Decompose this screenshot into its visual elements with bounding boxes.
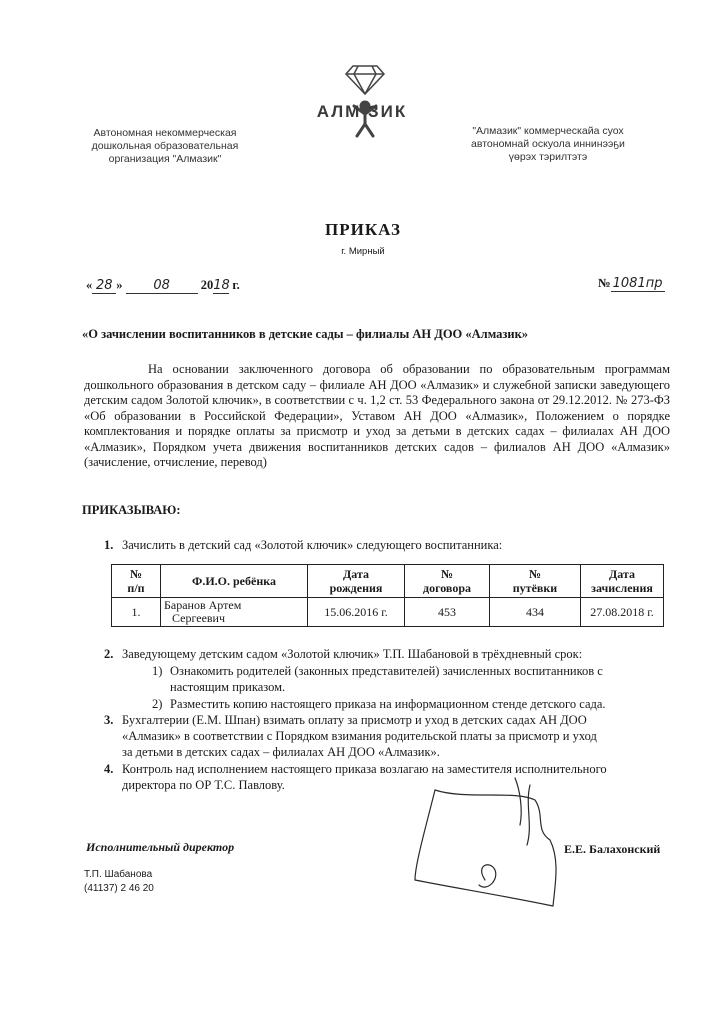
preamble-line: «Алмазик», Положением о порядке комплектования и порядке оплаты за присмотр и уход за — [84, 408, 670, 438]
col-header-voucher: № путёвки — [490, 565, 581, 598]
sub-item-text: Ознакомить родителей (законных представителей) зачисленных воспитанников с — [170, 664, 603, 678]
sub-item-text: настоящим приказом. — [170, 680, 286, 694]
item-text: Зачислить в детский сад «Золотой ключик» следующего воспитанника: — [122, 538, 503, 552]
order-item-3 — [104, 713, 674, 761]
org-right-line: үөрэх тэрилтэтэ — [508, 151, 588, 163]
executor-name: Т.П. Шабанова — [84, 869, 153, 880]
date-day: 28 — [92, 278, 116, 294]
cell-voucher: 434 — [490, 598, 581, 627]
item-text: за детьми в детских садах – филиалах АН ДОО «Алмазик». — [122, 745, 440, 759]
col-header-birthdate: Дата рождения — [308, 565, 405, 598]
preamble-line: закона от 29.12.2012. № 273-ФЗ «Об образовании в Российской Федерации», Уставом АН ДОО — [84, 393, 671, 423]
sub-item-number: 1) — [152, 664, 163, 678]
item-text: Заведующему детским садом «Золотой ключик» Т.П. Шабановой в трёхдневный срок: — [122, 647, 583, 661]
cell-birthdate: 15.06.2016 г. — [308, 598, 405, 627]
signatory-title: Исполнительный директор — [86, 840, 235, 854]
document-city: г. Мирный — [341, 246, 385, 257]
preamble-line: На основании заключенного договора об образовании по образовательным программам — [148, 362, 670, 376]
col-header-contract: № договора — [405, 565, 490, 598]
number-prefix: № — [598, 276, 611, 290]
org-right-line: "Алмазик" коммерческайа суох — [472, 125, 624, 137]
document-title: ПРИКАЗ — [325, 220, 401, 239]
order-item-1 — [104, 538, 674, 554]
org-name-russian — [70, 127, 260, 166]
cell-number: 1. — [112, 598, 161, 627]
item-text: директора по ОР Т.С. Павлову. — [122, 778, 285, 792]
col-header-enroll-date: Дата зачисления — [581, 565, 664, 598]
signatory-name: Е.Е. Балахонский — [564, 842, 661, 856]
executor-phone: (41137) 2 46 20 — [84, 883, 154, 894]
item-text: Контроль над исполнением настоящего приказа возлагаю на заместителя исполнительного — [122, 762, 607, 776]
date-month: 08 — [126, 278, 198, 294]
sub-item-text: Разместить копию настоящего приказа на информационном стенде детского сада. — [170, 697, 606, 711]
number-value: 1081пр — [611, 276, 665, 292]
enrollment-table — [111, 564, 664, 627]
preamble-line: дошкольного образования в детском саду – филиале АН ДОО «Алмазик» и служебной записки — [84, 377, 597, 392]
org-right-line: автономнай оскуола иннинээҕи — [471, 138, 625, 150]
preamble-line: воспитанников детских садов – филиалов АН ДОО «Алмазик» (зачисление, отчисление, перевод) — [84, 439, 671, 469]
preamble-paragraph — [84, 362, 670, 471]
col-header-number: № п/п — [112, 565, 161, 598]
item-number: 2. — [104, 647, 114, 661]
org-left-line: Автономная некоммерческая — [93, 127, 237, 139]
document-subject: «О зачислении воспитанников в детские сады – филиалы АН ДОО «Алмазик» — [82, 327, 529, 341]
preamble-line: детьми в детских садах – филиалах АН ДОО «Алмазик», Порядком учета движения — [84, 424, 670, 454]
document-number — [598, 276, 665, 292]
org-name-yakut — [448, 125, 648, 164]
cell-enroll-date: 27.08.2018 г. — [581, 598, 664, 627]
item-number: 1. — [104, 538, 114, 552]
order-item-2 — [104, 647, 674, 663]
org-left-line: организация "Алмазик" — [108, 153, 222, 165]
cell-child-name: Баранов Артем Сергеевич — [161, 598, 308, 627]
handwritten-signature — [395, 770, 595, 910]
date-year: 18 — [213, 278, 230, 293]
item-text: «Алмазик» в соответствии с Порядком взимания родительской платы за присмотр и уход — [122, 729, 597, 743]
item-number: 3. — [104, 713, 114, 727]
item-number: 4. — [104, 762, 114, 776]
date-year-end: г. — [232, 278, 240, 292]
date-year-prefix: 20 — [200, 278, 214, 292]
preamble-line: заведующего детским садом Золотой ключик», в соответствии с ч. 1,2 ст. 53 Федерального — [84, 377, 671, 407]
date-quote-close: » — [116, 278, 123, 292]
cell-contract: 453 — [405, 598, 490, 627]
item-text: Бухгалтерии (Е.М. Шпан) взимать оплату за присмотр и уход в детских садах АН ДОО — [122, 713, 587, 727]
logo-wordmark: АЛМ ЗИК — [316, 102, 408, 121]
table-header-row — [112, 565, 664, 598]
col-header-name: Ф.И.О. ребёнка — [161, 565, 308, 598]
sub-item-number: 2) — [152, 697, 163, 711]
org-left-line: дошкольная образовательная — [91, 140, 239, 152]
order-heading: ПРИКАЗЫВАЮ: — [82, 503, 181, 517]
date-quote-open: « — [86, 278, 93, 292]
table-row — [112, 598, 664, 627]
document-date — [86, 278, 240, 294]
executor-info — [84, 868, 154, 896]
